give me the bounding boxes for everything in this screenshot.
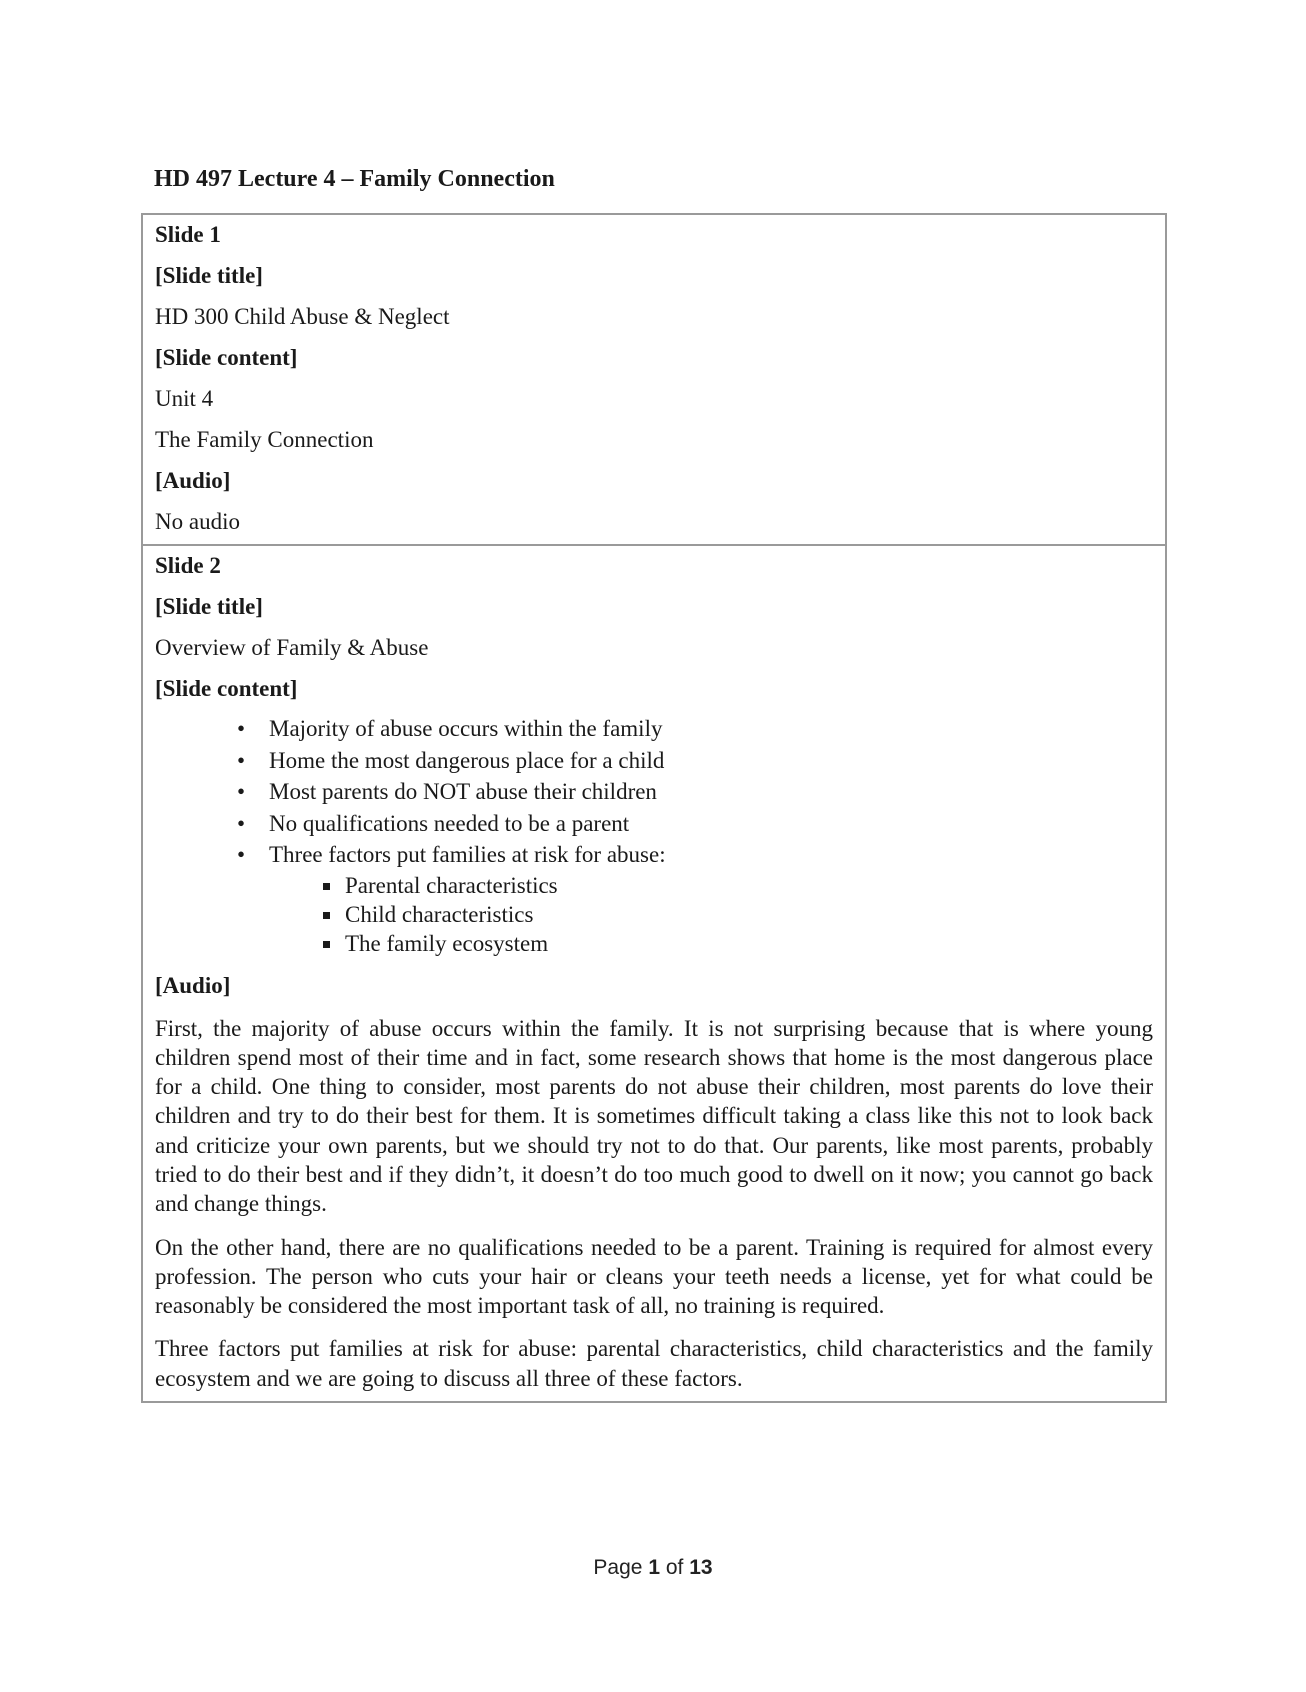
slide-2-title: Overview of Family & Abuse bbox=[155, 635, 429, 660]
bullet-item: • No qualifications needed to be a parent bbox=[155, 808, 1153, 840]
bullet-item: • Three factors put families at risk for abuse: bbox=[155, 839, 1153, 871]
sub-bullet-item: Parental characteristics bbox=[155, 871, 1153, 900]
slide-1-audio-text: No audio bbox=[155, 509, 240, 534]
slide-2-audio-paragraph: Three factors put families at risk for abuse: parental characteristics, child characteristics and the family ecosystem and we are going to discuss all three of these factors. bbox=[155, 1336, 1153, 1391]
page-total: 13 bbox=[689, 1556, 713, 1579]
sub-bullet-item: The family ecosystem bbox=[155, 929, 1153, 958]
slide-1-content-label: [Slide content] bbox=[155, 345, 298, 370]
slide-1-audio-label: [Audio] bbox=[155, 468, 231, 493]
page-label: Page bbox=[593, 1556, 643, 1579]
slide-1-title-label: [Slide title] bbox=[155, 263, 263, 288]
slide-1-title: HD 300 Child Abuse & Neglect bbox=[155, 304, 450, 329]
slide-2-title-label: [Slide title] bbox=[155, 594, 263, 619]
bullet-item: • Most parents do NOT abuse their children bbox=[155, 776, 1153, 808]
page-current: 1 bbox=[648, 1556, 660, 1579]
bullet-item: • Majority of abuse occurs within the family bbox=[155, 713, 1153, 745]
slide-2-bullet-list bbox=[155, 713, 1153, 871]
slide-2-heading: Slide 2 bbox=[155, 553, 221, 578]
slide-2-sub-bullet-list bbox=[155, 871, 1153, 958]
slide-2-audio-paragraph: On the other hand, there are no qualifications needed to be a parent. Training is required for almost every profession. The person who cuts your hair or cleans your teeth needs a license, yet for what could be reasonably be considered the most important task of all, no training is required. bbox=[155, 1234, 1153, 1319]
slide-2-cell bbox=[142, 545, 1166, 1402]
slide-row-2 bbox=[142, 545, 1166, 1402]
slide-2-content-label: [Slide content] bbox=[155, 676, 298, 701]
slide-1-content-line: The Family Connection bbox=[155, 427, 374, 452]
sub-bullet-item: Child characteristics bbox=[155, 900, 1153, 929]
slide-1-content-line: Unit 4 bbox=[155, 386, 214, 411]
slide-2-audio-paragraph: First, the majority of abuse occurs within the family. It is not surprising because that is where young children spend most of their time and in fact, some research shows that home is the most dangerous place for a child. One thing to consider, most parents do not abuse their children, most parents do love their children and try to do their best for them. It is sometimes difficult taking a class like this not to look back and criticize your own parents, but we should try not to do that. Our parents, like most parents, probably tried to do their best and if they didn’t, it doesn’t do too much good to dwell on it now; you cannot go back and change things. bbox=[155, 1015, 1153, 1217]
page-footer bbox=[0, 1556, 1306, 1580]
slides-table bbox=[141, 213, 1167, 1403]
page-of: of bbox=[665, 1556, 684, 1579]
slide-row-1 bbox=[142, 214, 1166, 545]
slide-1-cell bbox=[142, 214, 1166, 545]
slide-2-audio-label: [Audio] bbox=[155, 972, 231, 998]
slide-1-heading: Slide 1 bbox=[155, 222, 221, 247]
document-title: HD 497 Lecture 4 – Family Connection bbox=[154, 166, 555, 192]
bullet-item: • Home the most dangerous place for a child bbox=[155, 745, 1153, 777]
